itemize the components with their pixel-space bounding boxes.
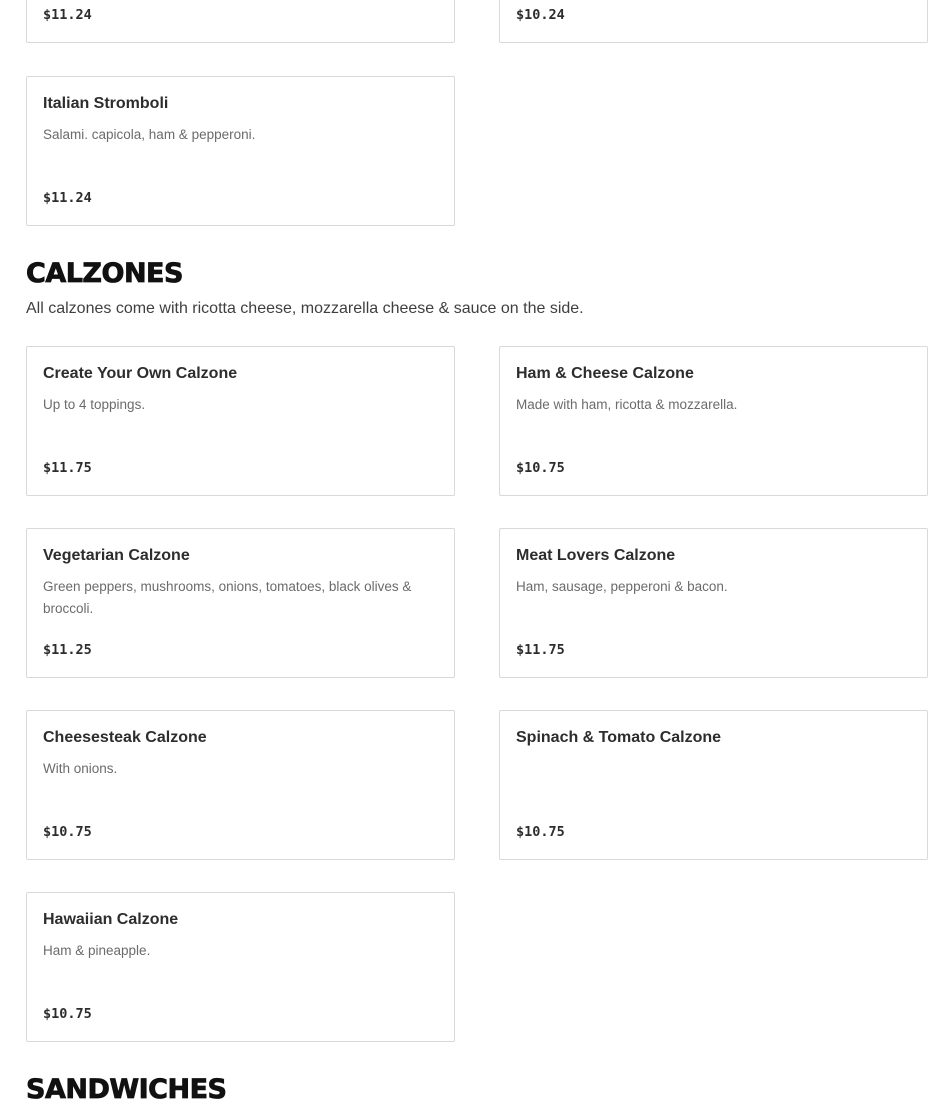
- menu-item-description: Ham & pineapple.: [43, 943, 151, 958]
- section-title-calzones: CALZONES: [26, 258, 183, 289]
- menu-item-card[interactable]: [499, 0, 928, 43]
- menu-item-description: Green peppers, mushrooms, onions, tomatoes, black olives & broccoli.: [43, 579, 412, 616]
- menu-item-name: Spinach & Tomato Calzone: [516, 729, 722, 746]
- menu-item-price: $10.75: [516, 824, 565, 840]
- menu-item-name: Create Your Own Calzone: [43, 365, 238, 382]
- menu-item-card-spinach-tomato-calzone[interactable]: [499, 710, 928, 860]
- menu-item-name: Italian Stromboli: [43, 95, 169, 112]
- menu-item-card-meat-lovers-calzone[interactable]: [499, 528, 928, 678]
- menu-item-name: Vegetarian Calzone: [43, 547, 190, 564]
- menu-item-price: $11.24: [43, 7, 92, 23]
- menu-item-price: $10.75: [43, 824, 92, 840]
- menu-item-card-cheesesteak-calzone[interactable]: [26, 710, 455, 860]
- menu-item-name: Hawaiian Calzone: [43, 911, 179, 928]
- menu-item-card-ham-cheese-calzone[interactable]: [499, 346, 928, 496]
- menu-item-description: Salami. capicola, ham & pepperoni.: [43, 127, 256, 142]
- menu-item-price: $11.75: [516, 642, 565, 658]
- menu-item-card-create-your-own-calzone[interactable]: [26, 346, 455, 496]
- menu-item-price: $10.24: [516, 7, 565, 23]
- section-title-sandwiches: SANDWICHES: [26, 1074, 227, 1105]
- menu-item-description: With onions.: [43, 761, 118, 776]
- menu-item-price: $10.75: [516, 460, 565, 476]
- menu-item-description: Made with ham, ricotta & mozzarella.: [516, 397, 738, 412]
- menu-item-card-hawaiian-calzone[interactable]: [26, 892, 455, 1042]
- menu-item-name: Meat Lovers Calzone: [516, 547, 676, 564]
- menu-item-description: Up to 4 toppings.: [43, 397, 146, 412]
- menu-item-card-italian-stromboli[interactable]: [26, 76, 455, 226]
- menu-item-description: Ham, sausage, pepperoni & bacon.: [516, 579, 728, 594]
- menu-item-card[interactable]: [26, 0, 455, 43]
- menu-item-name: Cheesesteak Calzone: [43, 729, 207, 746]
- menu-item-price: $10.75: [43, 1006, 92, 1022]
- section-description: All calzones come with ricotta cheese, mozzarella cheese & sauce on the side.: [26, 300, 584, 317]
- menu-item-price: $11.75: [43, 460, 92, 476]
- menu-item-name: Ham & Cheese Calzone: [516, 365, 694, 382]
- menu-item-price: $11.24: [43, 190, 92, 206]
- menu-item-price: $11.25: [43, 642, 92, 658]
- menu-item-card-vegetarian-calzone[interactable]: [26, 528, 455, 678]
